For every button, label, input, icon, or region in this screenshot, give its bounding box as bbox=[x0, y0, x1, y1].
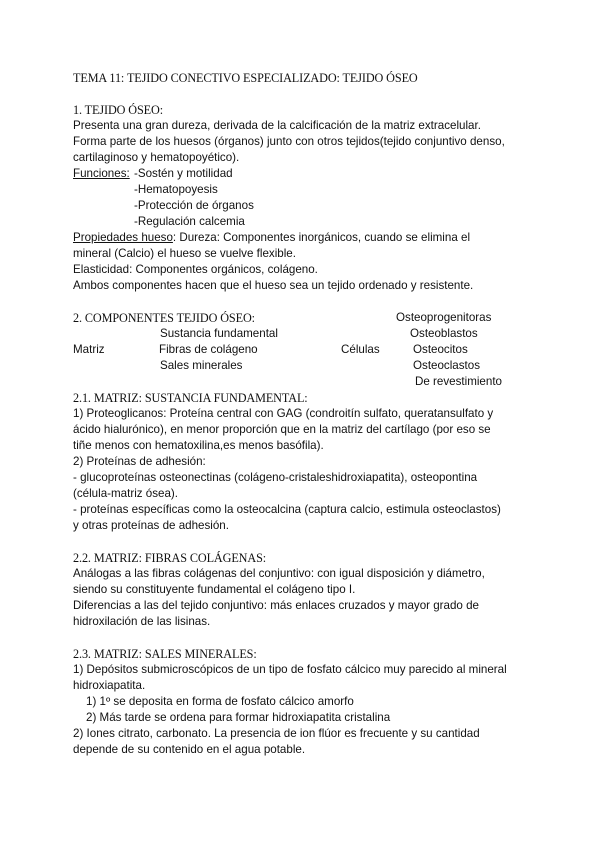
matriz-item: Fibras de colágeno bbox=[159, 343, 258, 356]
paragraph-line: ácido hialurónico), en menor proporción que en la matriz del cartílago (por eso se bbox=[73, 423, 491, 436]
paragraph-line: siendo su constituyente fundamental el colágeno tipo I. bbox=[73, 583, 356, 596]
celulas-label: Células bbox=[341, 343, 380, 356]
paragraph-line: hidroxilación de las lisinas. bbox=[73, 615, 211, 628]
paragraph-line: 2) Más tarde se ordena para formar hidroxiapatita cristalina bbox=[86, 711, 391, 724]
matriz-label: Matriz bbox=[73, 343, 105, 356]
funciones-label: Funciones: bbox=[73, 167, 130, 180]
section-1-intro-line: cartilaginoso y hematopoyético). bbox=[73, 151, 240, 164]
paragraph-line: depende de su contenido en el agua potable. bbox=[73, 743, 306, 756]
celulas-item: Osteoblastos bbox=[410, 327, 478, 340]
celulas-item: De revestimiento bbox=[415, 375, 502, 388]
celulas-item: Osteocitos bbox=[413, 343, 468, 356]
celulas-item: Osteoprogenitoras bbox=[396, 311, 492, 324]
celulas-item: Osteoclastos bbox=[413, 359, 481, 372]
section-1-intro-line: Presenta una gran dureza, derivada de la calcificación de la matriz extracelular. bbox=[73, 119, 481, 132]
funcion-item: -Regulación calcemia bbox=[134, 215, 245, 228]
paragraph-line: 1) Depósitos submicroscópicos de un tipo de fosfato cálcico muy parecido al mineral bbox=[73, 663, 507, 676]
propiedades-label: Propiedades hueso bbox=[73, 231, 173, 244]
paragraph-line: 2) Iones citrato, carbonato. La presencia de ion flúor es frecuente y su cantidad bbox=[73, 727, 480, 740]
paragraph-line: 1) 1º se deposita en forma de fosfato cálcico amorfo bbox=[86, 695, 354, 708]
paragraph-line: hidroxiapatita. bbox=[73, 679, 146, 692]
funcion-item: -Sostén y motilidad bbox=[134, 167, 233, 180]
matriz-item: Sustancia fundamental bbox=[160, 327, 278, 340]
paragraph-line: Diferencias a las del tejido conjuntivo: más enlaces cruzados y mayor grado de bbox=[73, 599, 479, 612]
section-1-intro-line: Forma parte de los huesos (órganos) junto con otros tejidos(tejido conjuntivo denso, bbox=[73, 135, 505, 148]
propiedades-text: : Dureza: Componentes inorgánicos, cuando se elimina el bbox=[172, 231, 471, 244]
section-2-heading: 2. COMPONENTES TEJIDO ÓSEO: bbox=[73, 311, 255, 325]
paragraph-line: tiñe menos con hematoxilina,es menos basófila). bbox=[73, 439, 324, 452]
paragraph-line: 1) Proteoglicanos: Proteína central con GAG (condroitín sulfato, queratansulfato y bbox=[73, 407, 494, 420]
propiedades-line: Elasticidad: Componentes orgánicos, colágeno. bbox=[73, 263, 318, 276]
funcion-item: -Protección de órganos bbox=[134, 199, 254, 212]
paragraph-line: - proteínas específicas como la osteocalcina (captura calcio, estimula osteoclastos) bbox=[73, 503, 501, 516]
section-1-heading: 1. TEJIDO ÓSEO: bbox=[73, 103, 164, 117]
section-2-1-heading: 2.1. MATRIZ: SUSTANCIA FUNDAMENTAL: bbox=[73, 391, 308, 405]
paragraph-line: y otras proteínas de adhesión. bbox=[73, 519, 229, 532]
propiedades-line: Ambos componentes hacen que el hueso sea un tejido ordenado y resistente. bbox=[73, 279, 474, 292]
document-title: TEMA 11: TEJIDO CONECTIVO ESPECIALIZADO: TEJIDO ÓSEO bbox=[73, 71, 418, 85]
propiedades-line bbox=[73, 230, 470, 246]
section-2-2-heading: 2.2. MATRIZ: FIBRAS COLÁGENAS: bbox=[73, 551, 267, 565]
propiedades-line: mineral (Calcio) el hueso se vuelve flexible. bbox=[73, 247, 296, 260]
paragraph-line: 2) Proteínas de adhesión: bbox=[73, 455, 206, 468]
matriz-item: Sales minerales bbox=[160, 359, 243, 372]
funcion-item: -Hematopoyesis bbox=[134, 183, 218, 196]
paragraph-line: (célula-matriz ósea). bbox=[73, 487, 179, 500]
section-2-3-heading: 2.3. MATRIZ: SALES MINERALES: bbox=[73, 647, 257, 661]
paragraph-line: - glucoproteínas osteonectinas (colágeno-cristaleshidroxiapatita), osteopontina bbox=[73, 471, 478, 484]
paragraph-line: Análogas a las fibras colágenas del conjuntivo: con igual disposición y diámetro, bbox=[73, 567, 485, 580]
